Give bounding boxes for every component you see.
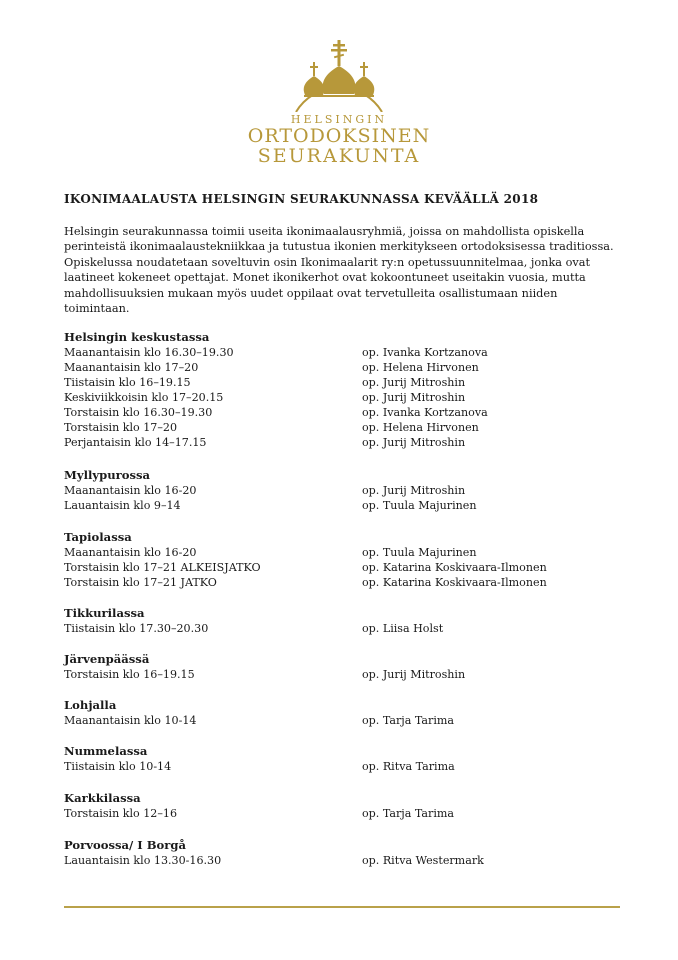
intro-paragraph: Helsingin seurakunnassa toimii useita ikonimaalausryhmiä, joissa on mahdollista opiskella perinteistä ikonimaalaustekniikkaa ja tutustua ikonien merkitykseen ortodoksisessa traditiossa. Opiskelussa noudatetaan soveltuvin osin Ikonimaalarit ry:n opetussuunnitelmaa, jonka ovat laatineet kokeneet opettajat. Monet ikonikerhot ovat kokoontuneet useitakin vuosia, mutta mahdollisuuksien mukaan myös uudet oppilaat ovat tervetulleita osallistumaan niiden toimintaan. — [64, 225, 614, 316]
schedule-teacher: op. Helena Hirvonen — [362, 421, 479, 434]
section-porvoossa — [64, 838, 624, 868]
schedule-time: Torstaisin klo 17–21 ALKEISJATKO — [64, 561, 261, 574]
schedule-time: Lauantaisin klo 13.30-16.30 — [64, 854, 222, 867]
schedule-time: Torstaisin klo 12–16 — [64, 807, 178, 820]
section-myllypurossa — [64, 468, 624, 513]
schedule-time: Maanantaisin klo 10-14 — [64, 714, 197, 727]
section-heading: Tapiolassa — [64, 530, 132, 544]
schedule-row — [64, 360, 624, 375]
logo-text-line2: ORTODOKSINEN — [247, 125, 431, 147]
schedule-time: Torstaisin klo 17–21 JATKO — [64, 576, 217, 589]
schedule-time: Tiistaisin klo 10-14 — [64, 760, 172, 773]
schedule-row — [64, 560, 624, 575]
schedule-teacher: op. Ivanka Kortzanova — [362, 406, 488, 419]
section-heading: Tikkurilassa — [64, 606, 145, 620]
section-jarvenpaassa — [64, 652, 624, 682]
section-tikkurilassa — [64, 606, 624, 636]
schedule-time: Perjantaisin klo 14–17.15 — [64, 436, 207, 449]
schedule-teacher: op. Tarja Tarima — [362, 807, 455, 820]
schedule-time: Tiistaisin klo 17.30–20.30 — [64, 622, 209, 635]
schedule-row — [64, 713, 624, 728]
schedule-time: Tiistaisin klo 16–19.15 — [64, 376, 191, 389]
section-heading: Helsingin keskustassa — [64, 330, 210, 344]
section-heading: Karkkilassa — [64, 791, 141, 805]
section-heading: Lohjalla — [64, 698, 117, 712]
schedule-row — [64, 420, 624, 435]
schedule-teacher: op. Helena Hirvonen — [362, 361, 479, 374]
schedule-teacher: op. Ritva Westermark — [362, 854, 484, 867]
schedule-teacher: op. Tuula Majurinen — [362, 546, 477, 559]
schedule-row — [64, 621, 624, 636]
logo-text-line1: HELSINGIN — [290, 113, 388, 126]
schedule-time: Keskiviikkoisin klo 17–20.15 — [64, 391, 224, 404]
schedule-time: Lauantaisin klo 9–14 — [64, 499, 181, 512]
schedule-teacher: op. Jurij Mitroshin — [362, 484, 466, 497]
schedule-teacher: op. Tarja Tarima — [362, 714, 455, 727]
schedule-teacher: op. Jurij Mitroshin — [362, 376, 466, 389]
church-logo — [0, 24, 678, 166]
section-lohjalla — [64, 698, 624, 728]
logo-text-line3: SEURAKUNTA — [257, 145, 421, 167]
schedule-time: Maanantaisin klo 17–20 — [64, 361, 199, 374]
schedule-teacher: op. Katarina Koskivaara-Ilmonen — [362, 561, 547, 574]
schedule-row — [64, 853, 624, 868]
section-heading: Myllypurossa — [64, 468, 151, 482]
schedule-time: Torstaisin klo 16.30–19.30 — [64, 406, 213, 419]
schedule-teacher: op. Ritva Tarima — [362, 760, 455, 773]
schedule-row — [64, 405, 624, 420]
schedule-row — [64, 375, 624, 390]
document-title: IKONIMAALAUSTA HELSINGIN SEURAKUNNASSA KEVÄÄLLÄ 2018 — [64, 192, 539, 206]
schedule-time: Torstaisin klo 17–20 — [64, 421, 178, 434]
schedule-teacher: op. Jurij Mitroshin — [362, 668, 466, 681]
section-nummelassa — [64, 744, 624, 774]
section-tapiolassa — [64, 530, 624, 590]
schedule-time: Maanantaisin klo 16.30–19.30 — [64, 346, 234, 359]
schedule-time: Maanantaisin klo 16-20 — [64, 546, 197, 559]
section-helsingin-keskustassa — [64, 330, 624, 450]
schedule-row — [64, 575, 624, 590]
schedule-teacher: op. Jurij Mitroshin — [362, 391, 466, 404]
schedule-row — [64, 545, 624, 560]
schedule-row — [64, 667, 624, 682]
section-heading: Nummelassa — [64, 744, 148, 758]
schedule-row — [64, 435, 624, 450]
schedule-row — [64, 498, 624, 513]
schedule-teacher: op. Ivanka Kortzanova — [362, 346, 488, 359]
schedule-teacher: op. Katarina Koskivaara-Ilmonen — [362, 576, 547, 589]
schedule-teacher: op. Liisa Holst — [362, 622, 444, 635]
section-heading: Järvenpäässä — [64, 652, 150, 666]
schedule-time: Torstaisin klo 16–19.15 — [64, 668, 195, 681]
footer-divider — [64, 906, 620, 908]
section-heading: Porvoossa/ I Borgå — [64, 838, 187, 852]
schedule-row — [64, 806, 624, 821]
section-karkkilassa — [64, 791, 624, 821]
schedule-row — [64, 483, 624, 498]
schedule-row — [64, 345, 624, 360]
schedule-teacher: op. Jurij Mitroshin — [362, 436, 466, 449]
schedule-teacher: op. Tuula Majurinen — [362, 499, 477, 512]
church-domes-icon — [284, 24, 394, 112]
schedule-row — [64, 759, 624, 774]
schedule-row — [64, 390, 624, 405]
schedule-time: Maanantaisin klo 16-20 — [64, 484, 197, 497]
